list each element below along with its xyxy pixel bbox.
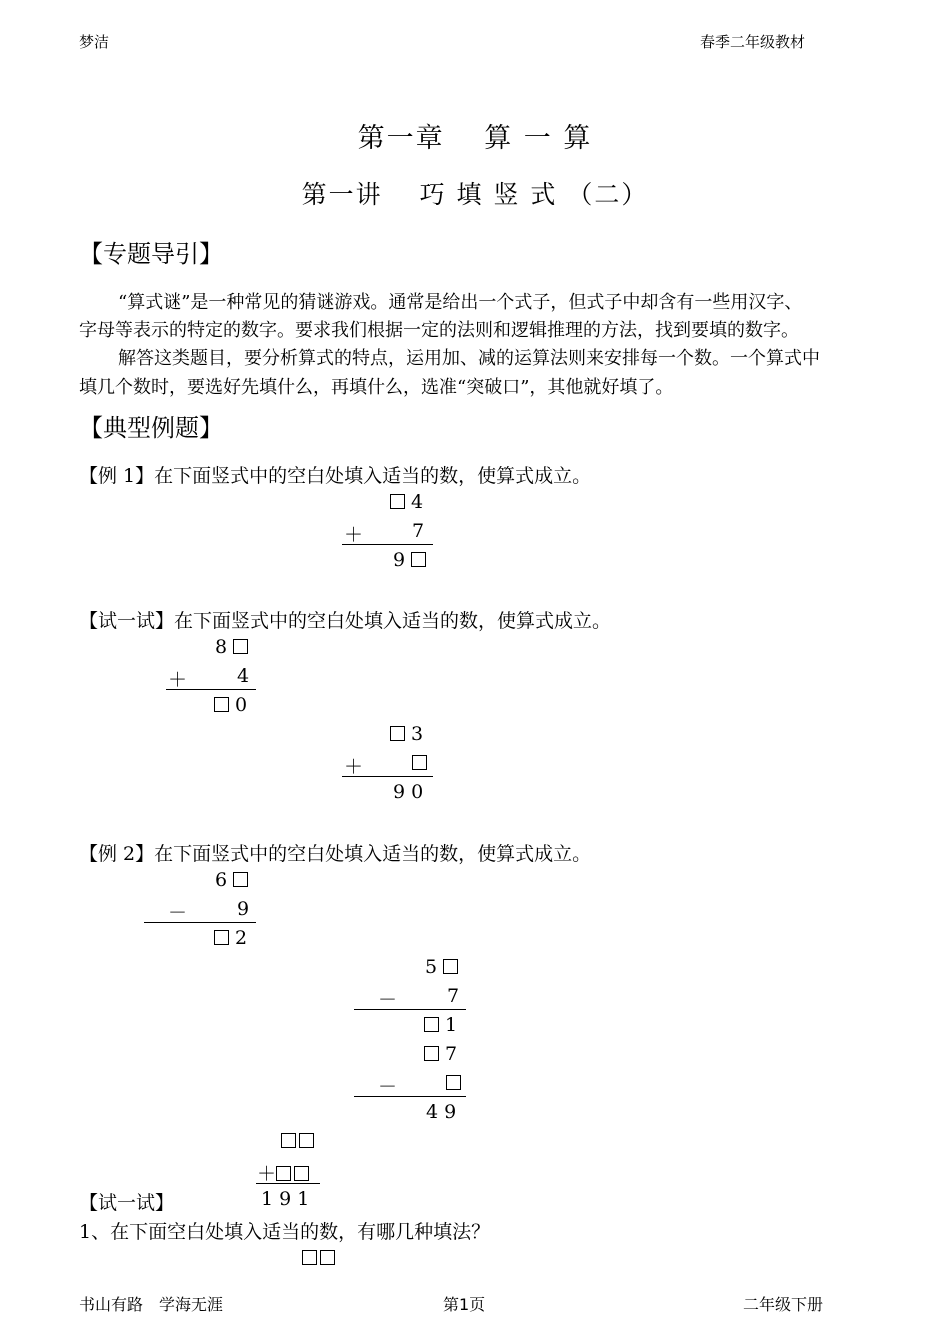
blank-box[interactable] xyxy=(214,697,229,712)
example-2-prompt: 【例 2】在下面竖式中的空白处填入适当的数，使算式成立。 xyxy=(79,843,592,865)
blank-box[interactable] xyxy=(233,639,248,654)
blank-box[interactable] xyxy=(443,959,458,974)
digit: 3 xyxy=(411,723,424,745)
plus-sign: ＋ xyxy=(168,669,188,691)
digit: 9 xyxy=(393,781,406,803)
minus-sign: － xyxy=(168,902,188,924)
digit: 7 xyxy=(445,1043,458,1065)
plus-sign: ＋ xyxy=(344,524,364,546)
blank-box[interactable] xyxy=(424,1046,439,1061)
try-1-prompt: 【试一试】在下面竖式中的空白处填入适当的数，使算式成立。 xyxy=(79,610,612,632)
sum-line xyxy=(256,1183,320,1184)
digit: 1 xyxy=(445,1014,458,1036)
digit: 7 xyxy=(412,520,425,542)
blank-box[interactable] xyxy=(233,872,248,887)
plus-sign: ＋ xyxy=(257,1163,277,1185)
try-2-prompt: 【试一试】 xyxy=(79,1192,175,1214)
blank-box[interactable] xyxy=(302,1250,317,1265)
digit: 2 xyxy=(235,927,248,949)
digit: 1 xyxy=(297,1188,310,1210)
digit: 0 xyxy=(411,781,424,803)
question-1-prompt: 1、在下面空白处填入适当的数，有哪几种填法？ xyxy=(79,1221,491,1243)
section-intro-heading: 【专题导引】 xyxy=(79,240,223,268)
digit: 4 xyxy=(237,665,250,687)
digit: 9 xyxy=(444,1101,457,1123)
header-right: 春季二年级教材 xyxy=(700,33,806,51)
minus-sign: － xyxy=(378,1076,398,1098)
difference-line xyxy=(144,922,256,923)
blank-box[interactable] xyxy=(320,1250,335,1265)
digit: 9 xyxy=(237,898,250,920)
intro-paragraph-2-line-1: 解答这类题目，要分析算式的特点，运用加、减的运算法则来安排每一个数。一个算式中 xyxy=(118,348,820,369)
example-1-prompt: 【例 1】在下面竖式中的空白处填入适当的数，使算式成立。 xyxy=(79,465,592,487)
blank-box[interactable] xyxy=(390,726,405,741)
digit: 1 xyxy=(261,1188,274,1210)
sum-line xyxy=(342,776,433,777)
chapter-title: 第一章 算 一 算 xyxy=(357,123,593,154)
question-1-blanks xyxy=(302,1247,335,1269)
digit: 8 xyxy=(215,636,228,658)
page-number: 第1页 xyxy=(443,1295,486,1314)
sum-line xyxy=(342,544,433,545)
digit: 4 xyxy=(411,491,424,513)
blank-box[interactable] xyxy=(299,1133,314,1148)
blank-box[interactable] xyxy=(390,494,405,509)
blank-box[interactable] xyxy=(411,552,426,567)
blank-box[interactable] xyxy=(424,1017,439,1032)
header-left: 梦洁 xyxy=(79,33,110,51)
digit: 0 xyxy=(235,694,248,716)
intro-paragraph-1-line-1: “算式谜”是一种常见的猜谜游戏。通常是给出一个式子，但式子中却含有一些用汉字、 xyxy=(118,292,803,313)
blank-box[interactable] xyxy=(446,1075,461,1090)
intro-paragraph-1-line-2: 字母等表示的特定的数字。要求我们根据一定的法则和逻辑推理的方法，找到要填的数字。 xyxy=(79,320,799,341)
lecture-title: 第一讲 巧 填 竖 式 （二） xyxy=(301,180,649,209)
blank-box[interactable] xyxy=(294,1166,309,1181)
blank-box[interactable] xyxy=(214,930,229,945)
difference-line xyxy=(354,1009,466,1010)
footer-right: 二年级下册 xyxy=(743,1295,824,1314)
blank-box[interactable] xyxy=(412,755,427,770)
digit: 9 xyxy=(393,549,406,571)
section-examples-heading: 【典型例题】 xyxy=(79,414,223,442)
plus-sign: ＋ xyxy=(344,756,364,778)
digit: 4 xyxy=(426,1101,439,1123)
difference-line xyxy=(354,1096,466,1097)
digit: 5 xyxy=(425,956,438,978)
intro-paragraph-2-line-2: 填几个数时，要选好先填什么，再填什么，选准“突破口”，其他就好填了。 xyxy=(79,377,674,398)
digit: 6 xyxy=(215,869,228,891)
digit: 7 xyxy=(447,985,460,1007)
minus-sign: － xyxy=(378,989,398,1011)
footer-left: 书山有路 学海无涯 xyxy=(79,1295,224,1314)
sum-line xyxy=(166,689,256,690)
blank-box[interactable] xyxy=(276,1166,291,1181)
digit: 9 xyxy=(279,1188,292,1210)
blank-box[interactable] xyxy=(281,1133,296,1148)
